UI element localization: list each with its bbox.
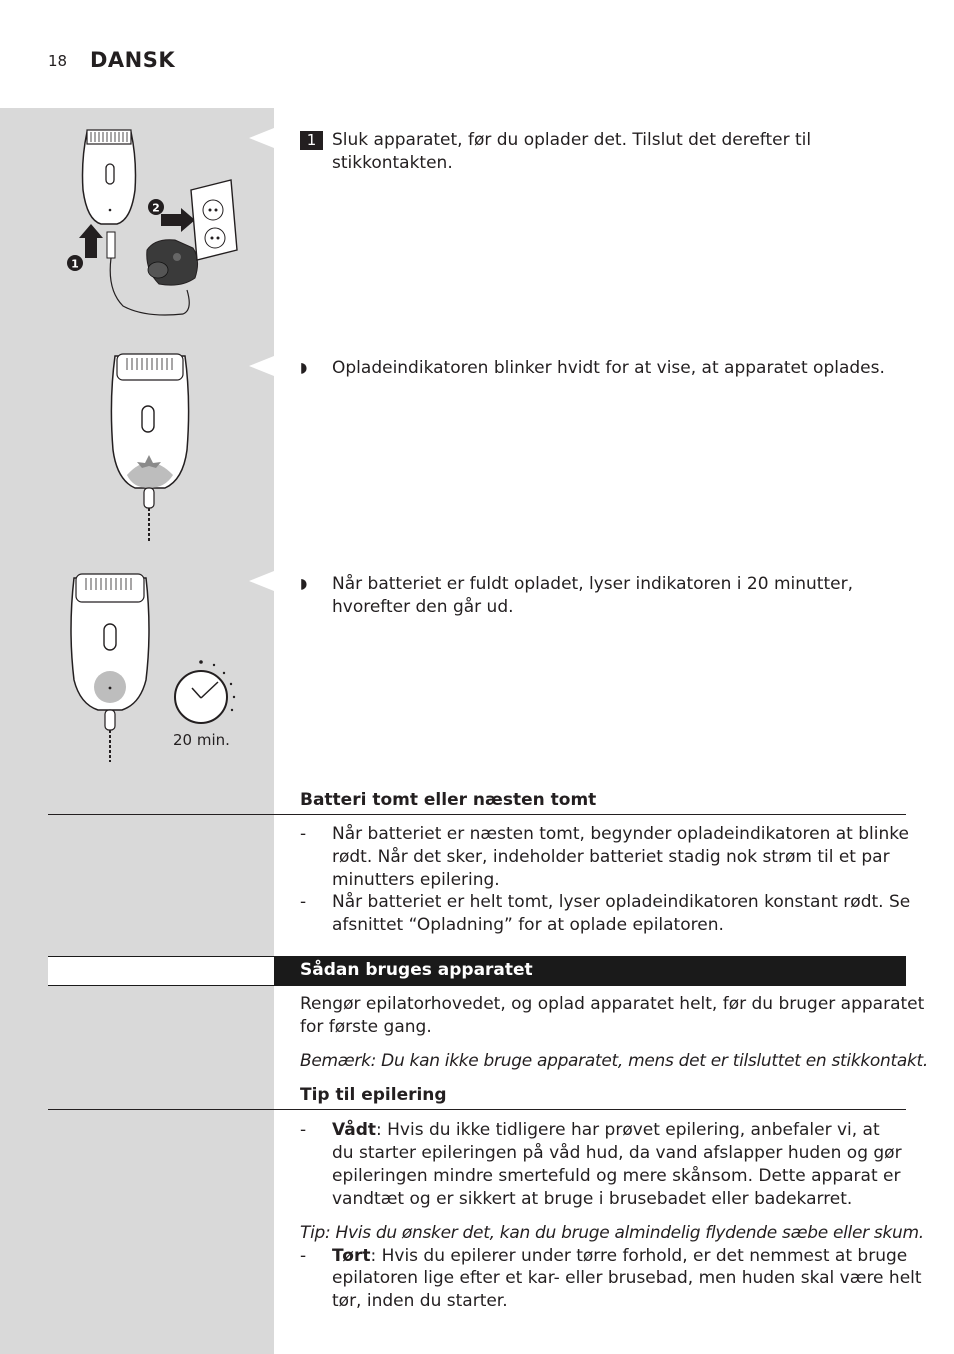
timer-label: 20 min. — [173, 731, 230, 749]
battery-item1-line1: Når batteriet er næsten tomt, begynder opladeindikatoren at blinke — [332, 824, 909, 844]
bullet2-text-line2: hvorefter den går ud. — [332, 597, 514, 617]
section-divider — [48, 1109, 906, 1110]
bullet2-text-line1: Når batteriet er fuldt opladet, lyser indikatoren i 20 minutter, — [332, 574, 853, 594]
step-label-2: 2 — [152, 201, 160, 215]
battery-item1-line3: minutters epilering. — [332, 870, 500, 890]
battery-item1-line2: rødt. Når det sker, indeholder batteriet stadig nok strøm til et par — [332, 847, 890, 867]
wet-line2: du starter epileringen på våd hud, da vand afslapper huden og gør — [332, 1143, 902, 1163]
dry-line3: tør, inden du starter. — [332, 1291, 508, 1311]
bullet-marker-icon: ◗ — [300, 576, 308, 592]
bullet-marker-icon: ◗ — [300, 360, 308, 376]
wet-term: Vådt — [332, 1120, 376, 1140]
page-number: 18 — [48, 52, 68, 70]
tip-note: Tip: Hvis du ønsker det, kan du bruge almindelig flydende sæbe eller skum. — [300, 1223, 924, 1243]
bullet1-text: Opladeindikatoren blinker hvidt for at vise, at apparatet oplades. — [332, 358, 885, 378]
dry-line1 — [332, 1245, 907, 1268]
timer-illustration — [68, 570, 248, 765]
list-dash: - — [300, 824, 307, 844]
battery-section-title: Batteri tomt eller næsten tomt — [300, 790, 597, 810]
step-number: 1 — [300, 131, 323, 150]
tip-section-title: Tip til epilering — [300, 1085, 447, 1105]
step-label-1: 1 — [71, 257, 79, 271]
dry-term: Tørt — [332, 1246, 371, 1266]
usage-para-line1: Rengør epilatorhovedet, og oplad apparatet helt, før du bruger apparatet — [300, 994, 925, 1014]
step1-text-line2: stikkontakten. — [332, 153, 453, 173]
usage-section-title: Sådan bruges apparatet — [300, 960, 533, 980]
charging-indicator-illustration — [105, 350, 195, 545]
wet-line3: epileringen mindre smertefuld og mere skånsom. Dette apparat er — [332, 1166, 901, 1186]
list-dash: - — [300, 1120, 307, 1140]
pointer-bullet1-icon — [249, 356, 274, 376]
wet-line1 — [332, 1119, 880, 1142]
pointer-bullet2-icon — [249, 571, 274, 591]
usage-note: Bemærk: Du kan ikke bruge apparatet, mens det er tilsluttet en stikkontakt. — [300, 1051, 928, 1071]
list-dash: - — [300, 892, 307, 912]
step1-text-line1: Sluk apparatet, før du oplader det. Tilslut det derefter til — [332, 130, 812, 150]
section-divider — [48, 814, 906, 815]
battery-item2-line1: Når batteriet er helt tomt, lyser opladeindikatoren konstant rødt. Se — [332, 892, 911, 912]
charging-connection-illustration — [55, 120, 255, 325]
list-dash: - — [300, 1246, 307, 1266]
usage-section-bar-gap — [48, 957, 274, 985]
wet-text: : Hvis du ikke tidligere har prøvet epilering, anbefaler vi, at — [376, 1120, 880, 1140]
dry-text: : Hvis du epilerer under tørre forhold, er det nemmest at bruge — [370, 1246, 908, 1266]
usage-para-line2: for første gang. — [300, 1017, 432, 1037]
language-heading: DANSK — [90, 48, 176, 72]
wet-line4: vandtæt og er sikkert at bruge i brusebadet eller badekarret. — [332, 1189, 853, 1209]
dry-line2: epilatoren lige efter et kar- eller brusebad, men huden skal være helt — [332, 1268, 922, 1288]
battery-item2-line2: afsnittet “Opladning” for at oplade epilatoren. — [332, 915, 724, 935]
